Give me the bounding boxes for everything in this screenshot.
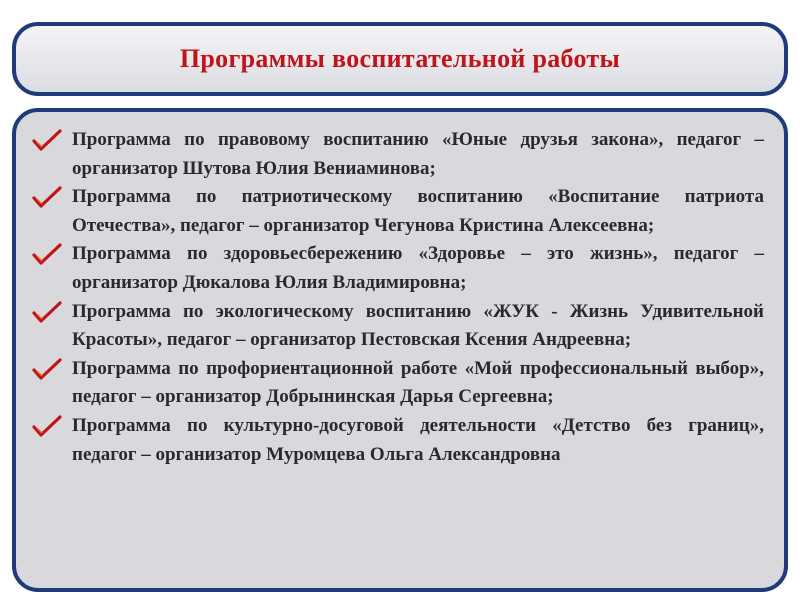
title-banner	[12, 22, 788, 96]
program-text: Программа по культурно-досуговой деятельности «Детство без границ», педагог – организатор Муромцева Ольга Александровна	[72, 414, 764, 465]
list-item	[32, 412, 764, 469]
program-text: Программа по профориентационной работе «Мой профессиональный выбор», педагог – организатор Добрынинская Дарья Сергеевна;	[72, 357, 764, 408]
check-mark-icon	[32, 243, 62, 265]
check-mark-icon	[32, 301, 62, 323]
check-mark-icon	[32, 129, 62, 151]
program-text: Программа по правовому воспитанию «Юные друзья закона», педагог – организатор Шутова Юлия Вениаминова;	[72, 129, 764, 179]
check-mark-icon	[32, 186, 62, 208]
page-title: Программы воспитательной работы	[179, 44, 621, 73]
list-item	[32, 183, 764, 240]
list-item	[32, 240, 764, 297]
programs-panel	[12, 108, 788, 592]
list-item	[32, 298, 764, 355]
program-text: Программа по патриотическому воспитанию «Воспитание патриота Отечества», педагог – организатор Чегунова Кристина Алексеевна;	[72, 186, 764, 236]
program-text: Программа по экологическому воспитанию «ЖУК - Жизнь Удивительной Красоты», педагог – организатор Пестовская Ксения Андреевна;	[72, 300, 764, 351]
list-item	[32, 355, 764, 412]
programs-list	[16, 112, 784, 469]
list-item	[32, 126, 764, 183]
check-mark-icon	[32, 358, 62, 380]
check-mark-icon	[32, 415, 62, 437]
program-text: Программа по здоровьесбережению «Здоровье – это жизнь», педагог – организатор Дюкалова Юлия Владимировна;	[72, 243, 764, 293]
